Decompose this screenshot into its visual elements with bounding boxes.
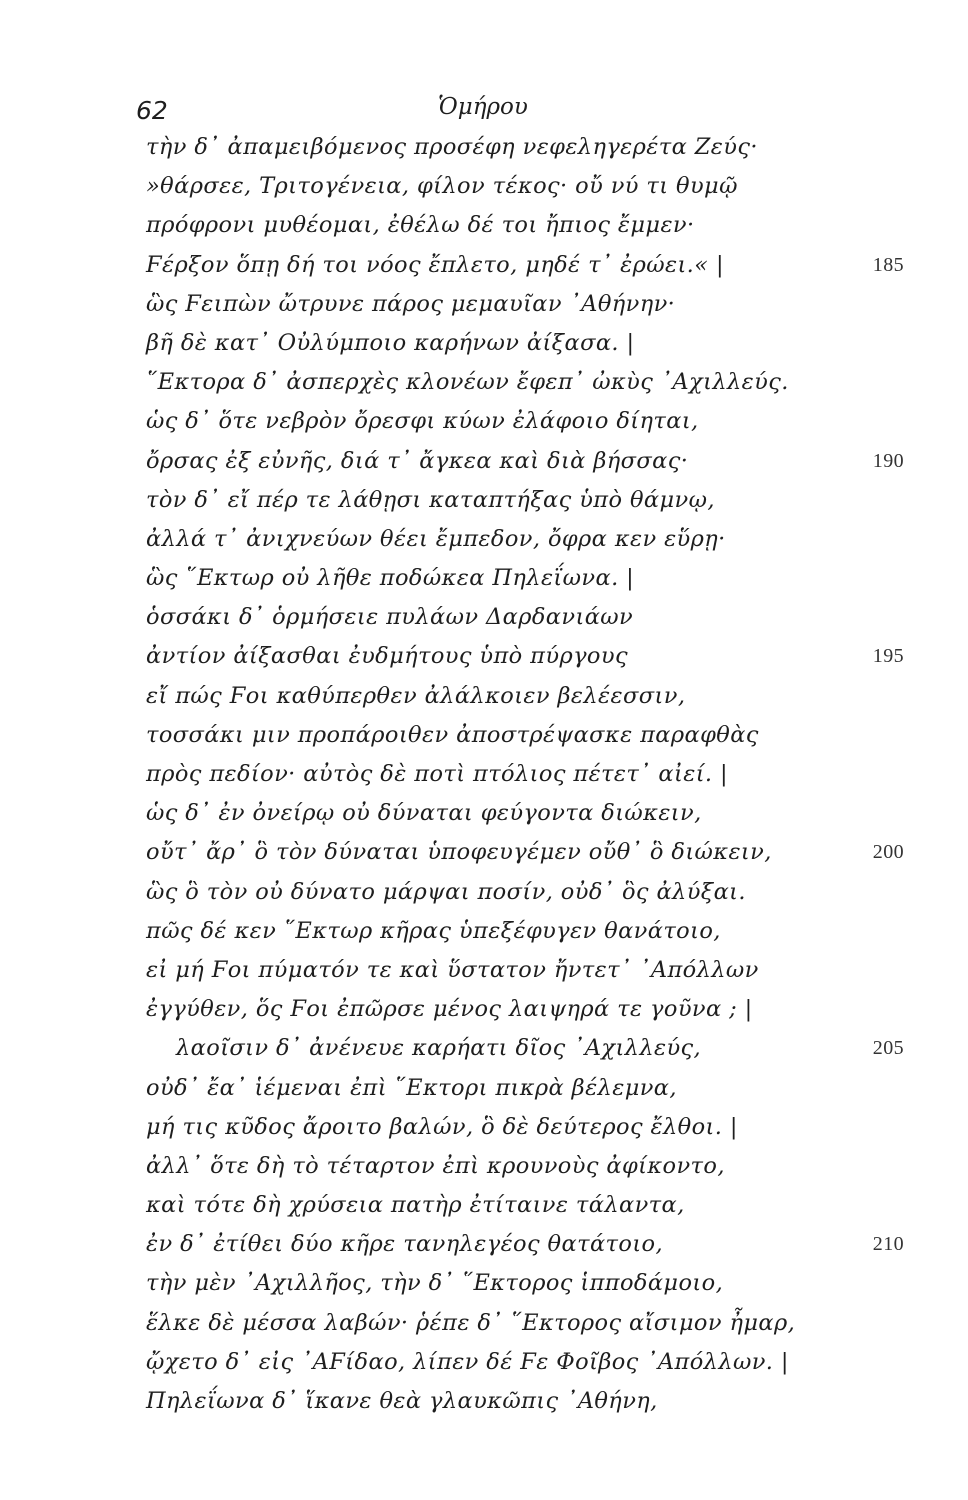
- line-number: 200: [872, 841, 904, 864]
- verse-text: »θάρσεε, Τριτογένεια, φίλον τέκος· οὔ νύ τι θυμῷ: [146, 173, 738, 200]
- verse-text: βῆ δὲ κατ᾽ Οὐλύμποιο καρήνων ἀίξασα. |: [146, 329, 635, 356]
- verse-line: [0, 285, 968, 324]
- verse-line: [0, 402, 968, 441]
- verse-text: τὴν μὲν ᾽Αχιλλῆος, τὴν δ᾽ ῞Εκτορος ἱπποδάμοιο,: [146, 1270, 724, 1297]
- verse-line: [0, 246, 968, 285]
- verse-line: [0, 755, 968, 794]
- verse-line: [0, 1225, 968, 1264]
- verse-line: [0, 598, 968, 637]
- verse-block: [0, 128, 968, 1421]
- page-header: [0, 88, 968, 128]
- verse-line: [0, 442, 968, 481]
- verse-line: [0, 481, 968, 520]
- verse-text: λαοῖσιν δ᾽ ἀνένευε καρήατι δῖος ᾽Αχιλλεύς,: [176, 1035, 702, 1062]
- verse-line: [0, 951, 968, 990]
- line-number: 190: [872, 449, 904, 472]
- verse-line: [0, 324, 968, 363]
- verse-text: πῶς δέ κεν ῞Εκτωρ κῆρας ὑπεξέφυγεν θανάτοιο,: [146, 917, 721, 944]
- verse-text: ὄρσας ἐξ εὐνῆς, διά τ᾽ ἄγκεα καὶ διὰ βήσσας·: [146, 447, 689, 474]
- verse-line: [0, 1264, 968, 1303]
- verse-text: ᾤχετο δ᾽ εἰς ᾽ΑϜίδαο, λίπεν δέ Ϝε Φοῖβος ᾽Απόλλων. |: [146, 1348, 789, 1375]
- verse-line: [0, 716, 968, 755]
- verse-text: καὶ τότε δὴ χρύσεια πατὴρ ἐτίταινε τάλαντα,: [146, 1192, 685, 1219]
- verse-line: [0, 833, 968, 872]
- verse-line: [0, 873, 968, 912]
- verse-line: [0, 1029, 968, 1068]
- verse-line: [0, 990, 968, 1029]
- verse-line: [0, 1382, 968, 1421]
- verse-line: [0, 677, 968, 716]
- line-number: 205: [872, 1037, 904, 1060]
- verse-text: ἐν δ᾽ ἐτίθει δύο κῆρε τανηλεγέος θατάτοιο,: [146, 1231, 664, 1258]
- verse-line: [0, 794, 968, 833]
- verse-line: [0, 206, 968, 245]
- verse-text: τὸν δ᾽ εἴ πέρ τε λάθῃσι καταπτήξας ὑπὸ θάμνῳ,: [146, 486, 715, 513]
- verse-text: εἴ πώς Ϝοι καθύπερθεν ἀλάλκοιεν βελέεσσιν,: [146, 682, 686, 709]
- page-number: 62: [136, 96, 168, 125]
- verse-line: [0, 637, 968, 676]
- verse-text: ἐγγύθεν, ὅς Ϝοι ἐπῶρσε μένος λαιψηρά τε γοῦνα ; |: [146, 996, 753, 1023]
- verse-text: τοσσάκι μιν προπάροιθεν ἀποστρέψασκε παραφθὰς: [146, 721, 759, 748]
- verse-text: ἀλλ᾽ ὅτε δὴ τὸ τέταρτον ἐπὶ κρουνοὺς ἀφίκοντο,: [146, 1152, 725, 1179]
- verse-text: ῞Εκτορα δ᾽ ἀσπερχὲς κλονέων ἔφεπ᾽ ὠκὺς ᾽Αχιλλεύς.: [146, 369, 789, 396]
- verse-text: ἕλκε δὲ μέσσα λαβών· ῥέπε δ᾽ ῞Εκτορος αἴσιμον ἦμαρ,: [146, 1309, 796, 1336]
- verse-text: ὣς Ϝειπὼν ὤτρυνε πάρος μεμαυῖαν ᾽Αθήνην·: [146, 290, 676, 317]
- verse-text: Πηλεΐωνα δ᾽ ἵκανε θεὰ γλαυκῶπις ᾽Αθήνη,: [146, 1388, 658, 1414]
- verse-line: [0, 1108, 968, 1147]
- verse-text: πρόφρονι μυθέομαι, ἐθέλω δέ τοι ἤπιος ἔμμεν·: [146, 212, 695, 239]
- running-title: Ὁμήρου: [438, 94, 528, 120]
- verse-line: [0, 1147, 968, 1186]
- verse-text: οὔτ᾽ ἄρ᾽ ὃ τὸν δύναται ὑποφευγέμεν οὔθ᾽ ὃ διώκειν,: [146, 839, 772, 866]
- verse-text: ὣς ῞Εκτωρ οὐ λῆθε ποδώκεα Πηλεΐωνα. |: [146, 565, 635, 592]
- verse-line: [0, 520, 968, 559]
- verse-line: [0, 912, 968, 951]
- verse-text: ἀντίον ἀίξασθαι ἐυδμήτους ὑπὸ πύργους: [146, 643, 628, 670]
- verse-line: [0, 1186, 968, 1225]
- verse-text: πρὸς πεδίον· αὐτὸς δὲ ποτὶ πτόλιος πέτετ᾽ αἰεί. |: [146, 761, 729, 787]
- verse-line: [0, 1069, 968, 1108]
- verse-text: ὡς δ᾽ ἐν ὀνείρῳ οὐ δύναται φεύγοντα διώκειν,: [146, 800, 702, 827]
- verse-text: οὐδ᾽ ἔα᾽ ἱέμεναι ἐπὶ ῞Εκτορι πικρὰ βέλεμνα,: [146, 1074, 677, 1101]
- verse-line: [0, 1304, 968, 1343]
- verse-text: εἰ μή Ϝοι πύματόν τε καὶ ὕστατον ἤντετ᾽ ᾽Απόλλων: [146, 956, 759, 983]
- verse-line: [0, 363, 968, 402]
- verse-text: τὴν δ᾽ ἀπαμειβόμενος προσέφη νεφεληγερέτα Ζεύς·: [146, 134, 758, 160]
- verse-line: [0, 559, 968, 598]
- verse-text: Ϝέρξον ὅπῃ δή τοι νόος ἔπλετο, μηδέ τ᾽ ἐρώει.« |: [146, 251, 724, 278]
- line-number: 185: [872, 253, 904, 276]
- verse-line: [0, 128, 968, 167]
- verse-text: ἀλλά τ᾽ ἀνιχνεύων θέει ἔμπεδον, ὄφρα κεν εὕρῃ·: [146, 525, 726, 552]
- verse-text: ὁσσάκι δ᾽ ὁρμήσειε πυλάων Δαρδανιάων: [146, 604, 634, 631]
- verse-text: ὡς δ᾽ ὅτε νεβρὸν ὄρεσφι κύων ἐλάφοιο δίηται,: [146, 408, 699, 435]
- line-number: 195: [872, 645, 904, 668]
- verse-text: μή τις κῦδος ἄροιτο βαλών, ὃ δὲ δεύτερος ἔλθοι. |: [146, 1113, 738, 1140]
- verse-line: [0, 167, 968, 206]
- verse-text: ὣς ὃ τὸν οὐ δύνατο μάρψαι ποσίν, οὐδ᾽ ὃς ἀλύξαι.: [146, 878, 746, 905]
- verse-line: [0, 1343, 968, 1382]
- line-number: 210: [872, 1233, 904, 1256]
